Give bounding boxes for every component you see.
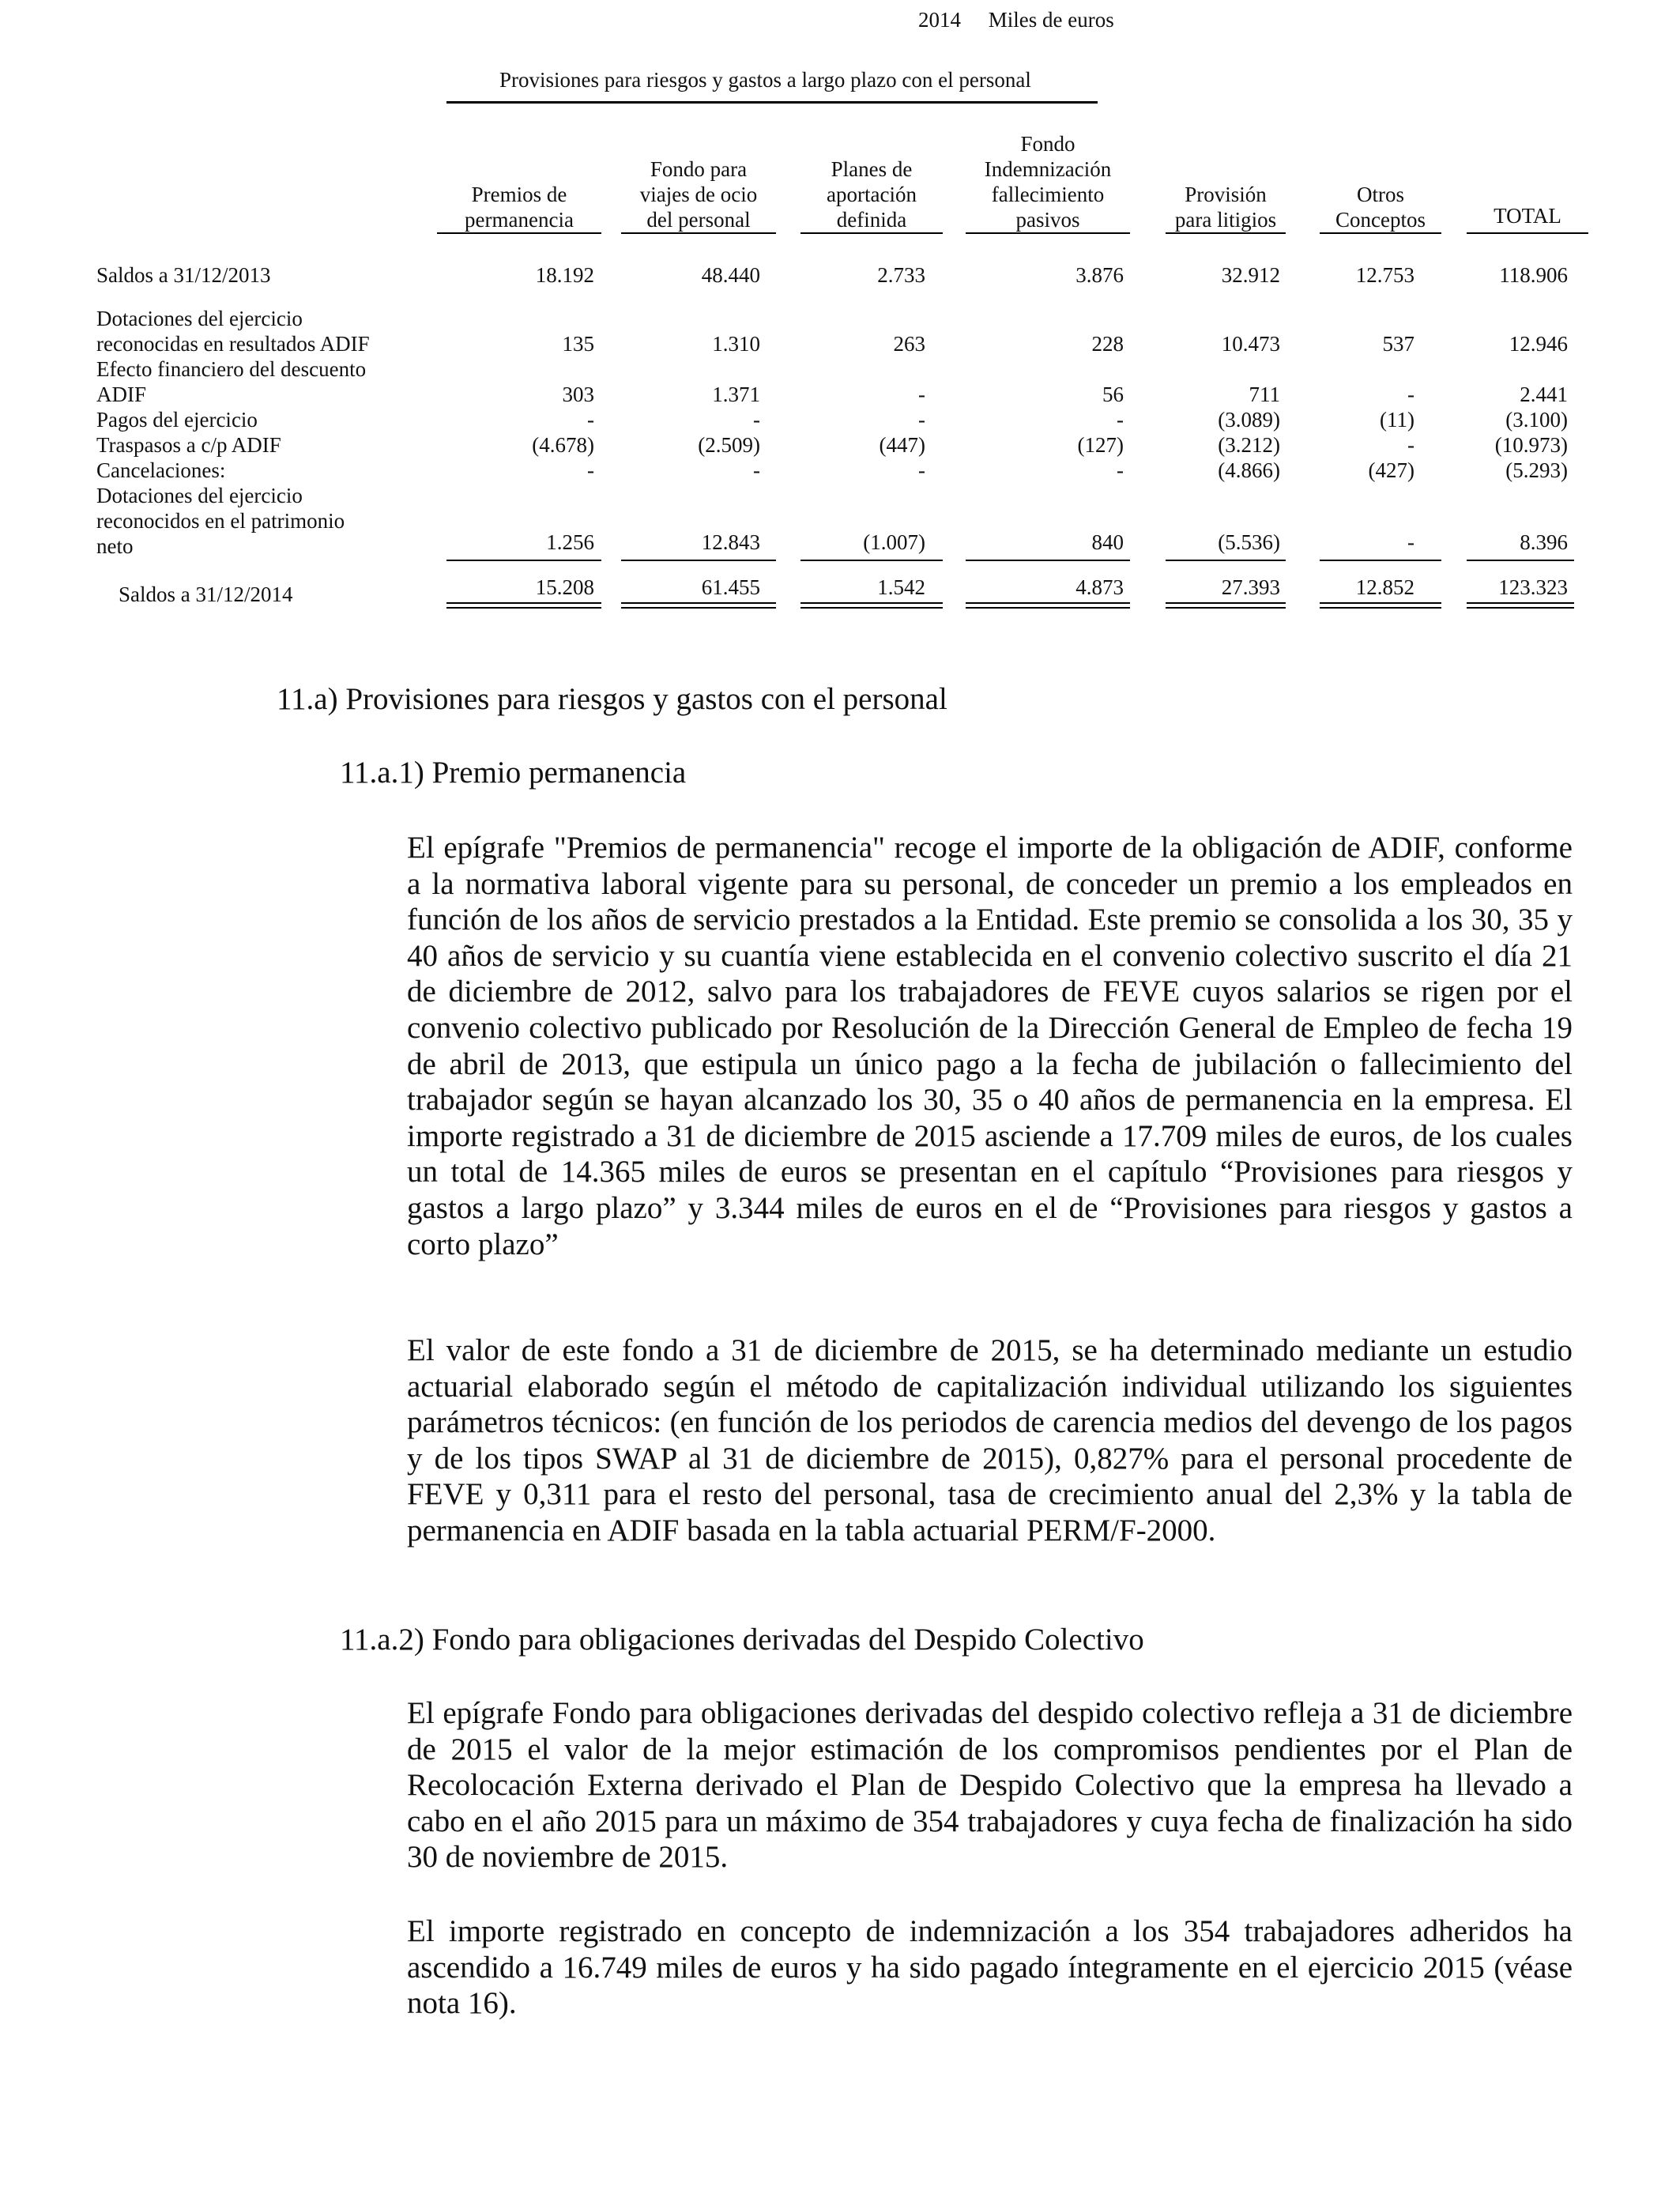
- cell-r5-c2: -: [918, 458, 925, 482]
- cell-r0-c1: 48.440: [701, 263, 760, 287]
- sum-rule-c6: [1467, 560, 1574, 561]
- cell-r4-c0: (4.678): [532, 433, 594, 457]
- cell-r1-c0: 135: [562, 332, 594, 356]
- cell-r4-c2: (447): [879, 433, 925, 457]
- cell-r6-c4: (5.536): [1218, 530, 1280, 554]
- paragraph-valor-fondo: El valor de este fondo a 31 de diciembre de 2015, se ha determinado mediante un estudio actuarial elaborado según el método de capitalización individual utilizando los siguientes parámetros técnicos: (en función de los periodos de carencia medios del devengo de los pagos y de los tipos SWAP al 31 de diciembre de 2015), 0,827% para el personal procedente de FEVE y 0,311 para el resto del personal, tasa de crecimiento anual del 2,3% y la tabla de permanencia en ADIF basada en la tabla actuarial PERM/F-2000.: [407, 1333, 1573, 1547]
- cell-r2-c4: 711: [1249, 383, 1280, 406]
- cell-r5-c5: (427): [1368, 458, 1414, 482]
- cell-r6-c5: -: [1407, 530, 1414, 554]
- sum-rule-c3: [966, 560, 1130, 561]
- row-label-cancelaciones: Cancelaciones:: [96, 458, 226, 482]
- col-head-premios: Premios de permanencia: [437, 182, 601, 234]
- cell-r1-c4: 10.473: [1221, 332, 1280, 356]
- cell-r3-c3: -: [1117, 408, 1124, 432]
- col-head-fondo-viajes: Fondo para viajes de ocio del personal: [621, 156, 776, 234]
- cell-r7-c6: 123.323: [1498, 575, 1568, 599]
- group-title: Provisiones para riesgos y gastos a largo plazo con el personal: [499, 68, 1031, 92]
- cell-r1-c1: 1.310: [712, 332, 760, 356]
- row-label-dotaciones-patrimonio: Dotaciones del ejercicio reconocidos en el patrimonio neto: [96, 484, 345, 558]
- cell-r5-c3: -: [1117, 458, 1124, 482]
- cell-r4-c1: (2.509): [698, 433, 760, 457]
- cell-r3-c5: (11): [1380, 408, 1414, 432]
- paragraph-despido-colectivo: El epígrafe Fondo para obligaciones derivadas del despido colectivo refleja a 31 de diciembre de 2015 el valor de la mejor estimación de los compromisos pendientes por el Plan de Recolocación Externa derivado el Plan de Despido Colectivo que la empresa ha llevado a cabo en el año 2015 para un máximo de 354 trabajadores y cuya fecha de finalización ha sido 30 de noviembre de 2015.: [407, 1696, 1573, 1875]
- cell-r6-c6: 8.396: [1520, 530, 1568, 554]
- units-label: Miles de euros: [988, 8, 1114, 32]
- cell-r0-c5: 12.753: [1355, 263, 1414, 287]
- cell-r4-c6: (10.973): [1494, 433, 1568, 457]
- cell-r1-c6: 12.946: [1509, 332, 1568, 356]
- cell-r5-c1: -: [753, 458, 760, 482]
- cell-r6-c2: (1.007): [863, 530, 925, 554]
- row-label-dotaciones-resultados: Dotaciones del ejercicio reconocidas en resultados ADIF: [96, 307, 370, 356]
- sum-rule-c5: [1320, 560, 1441, 561]
- cell-r0-c2: 2.733: [877, 263, 925, 287]
- cell-r4-c4: (3.212): [1218, 433, 1280, 457]
- cell-r5-c0: -: [587, 458, 594, 482]
- cell-r7-c2: 1.542: [877, 575, 925, 599]
- cell-r7-c1: 61.455: [701, 575, 760, 599]
- row-label-saldos-2014: Saldos a 31/12/2014: [119, 582, 293, 606]
- col-head-total: TOTAL: [1467, 203, 1588, 234]
- cell-r2-c0: 303: [562, 383, 594, 406]
- cell-r5-c6: (5.293): [1505, 458, 1568, 482]
- cell-r0-c6: 118.906: [1499, 263, 1568, 287]
- cell-r4-c5: -: [1407, 433, 1414, 457]
- sum-rule-c4: [1166, 560, 1286, 561]
- total-double-rule-c5: [1320, 602, 1441, 609]
- cell-r2-c2: -: [918, 383, 925, 406]
- cell-r1-c3: 228: [1091, 332, 1124, 356]
- cell-r3-c4: (3.089): [1218, 408, 1280, 432]
- cell-r7-c3: 4.873: [1075, 575, 1124, 599]
- total-double-rule-c1: [621, 602, 776, 609]
- col-head-otros-conceptos: Otros Conceptos: [1320, 182, 1441, 234]
- cell-r0-c0: 18.192: [535, 263, 594, 287]
- group-title-rule: [446, 101, 1098, 104]
- section-heading-11a: 11.a) Provisiones para riesgos y gastos con el personal: [277, 682, 947, 716]
- col-head-planes: Planes de aportación definida: [800, 156, 943, 234]
- cell-r1-c5: 537: [1382, 332, 1414, 356]
- sum-rule-c0: [446, 560, 601, 561]
- paragraph-premios-permanencia: El epígrafe "Premios de permanencia" recoge el importe de la obligación de ADIF, conforme a la normativa laboral vigente para su personal, de conceder un premio a los empleados en función de los años de servicio prestados a la Entidad. Este premio se consolida a los 30, 35 y 40 años de servicio y su cuantía viene establecida en el convenio colectivo suscrito el día 21 de diciembre de 2012, salvo para los trabajadores de FEVE cuyos salarios se rigen por el convenio colectivo publicado por Resolución de la Dirección General de Empleo de fecha 19 de abril de 2013, que estipula un único pago a la fecha de jubilación o fallecimiento del trabajador según se hayan alcanzado los 30, 35 o 40 años de permanencia en la empresa. El importe registrado a 31 de diciembre de 2015 asciende a 17.709 miles de euros, de los cuales un total de 14.365 miles de euros se presentan en el capítulo “Provisiones para riesgos y gastos a largo plazo” y 3.344 miles de euros en el de “Provisiones para riesgos y gastos a corto plazo”: [407, 831, 1573, 1261]
- cell-r6-c1: 12.843: [701, 530, 760, 554]
- paragraph-indemnizacion: El importe registrado en concepto de indemnización a los 354 trabajadores adheridos ha ascendido a 16.749 miles de euros y ha sido pagado íntegramente en el ejercicio 2015 (véase nota 16).: [407, 1914, 1573, 2021]
- sum-rule-c2: [800, 560, 943, 561]
- cell-r3-c6: (3.100): [1505, 408, 1568, 432]
- cell-r6-c3: 840: [1091, 530, 1124, 554]
- cell-r7-c5: 12.852: [1355, 575, 1414, 599]
- cell-r7-c0: 15.208: [535, 575, 594, 599]
- col-head-provision-litigios: Provisión para litigios: [1166, 182, 1286, 234]
- cell-r3-c1: -: [753, 408, 760, 432]
- cell-r7-c4: 27.393: [1221, 575, 1280, 599]
- cell-r0-c4: 32.912: [1221, 263, 1280, 287]
- total-double-rule-c6: [1467, 602, 1574, 609]
- cell-r2-c3: 56: [1102, 383, 1124, 406]
- cell-r2-c1: 1.371: [712, 383, 760, 406]
- cell-r3-c2: -: [918, 408, 925, 432]
- col-head-fondo-indemnizacion: Fondo Indemnización fallecimiento pasivos: [966, 131, 1130, 234]
- cell-r4-c3: (127): [1077, 433, 1124, 457]
- section-heading-11a2: 11.a.2) Fondo para obligaciones derivadas del Despido Colectivo: [340, 1623, 1144, 1657]
- row-label-saldos-2013: Saldos a 31/12/2013: [96, 263, 271, 287]
- cell-r0-c3: 3.876: [1075, 263, 1124, 287]
- table-header-year-units: [918, 8, 1136, 32]
- cell-r2-c5: -: [1407, 383, 1414, 406]
- cell-r1-c2: 263: [893, 332, 925, 356]
- total-double-rule-c2: [800, 602, 943, 609]
- year-label: 2014: [918, 8, 961, 32]
- total-double-rule-c3: [966, 602, 1130, 609]
- row-label-traspasos: Traspasos a c/p ADIF: [96, 433, 281, 457]
- cell-r3-c0: -: [587, 408, 594, 432]
- cell-r5-c4: (4.866): [1218, 458, 1280, 482]
- row-label-efecto-financiero: Efecto financiero del descuento ADIF: [96, 357, 367, 406]
- total-double-rule-c0: [446, 602, 601, 609]
- cell-r2-c6: 2.441: [1520, 383, 1568, 406]
- section-heading-11a1: 11.a.1) Premio permanencia: [340, 756, 687, 790]
- cell-r6-c0: 1.256: [546, 530, 594, 554]
- sum-rule-c1: [621, 560, 776, 561]
- row-label-pagos: Pagos del ejercicio: [96, 408, 258, 432]
- total-double-rule-c4: [1166, 602, 1286, 609]
